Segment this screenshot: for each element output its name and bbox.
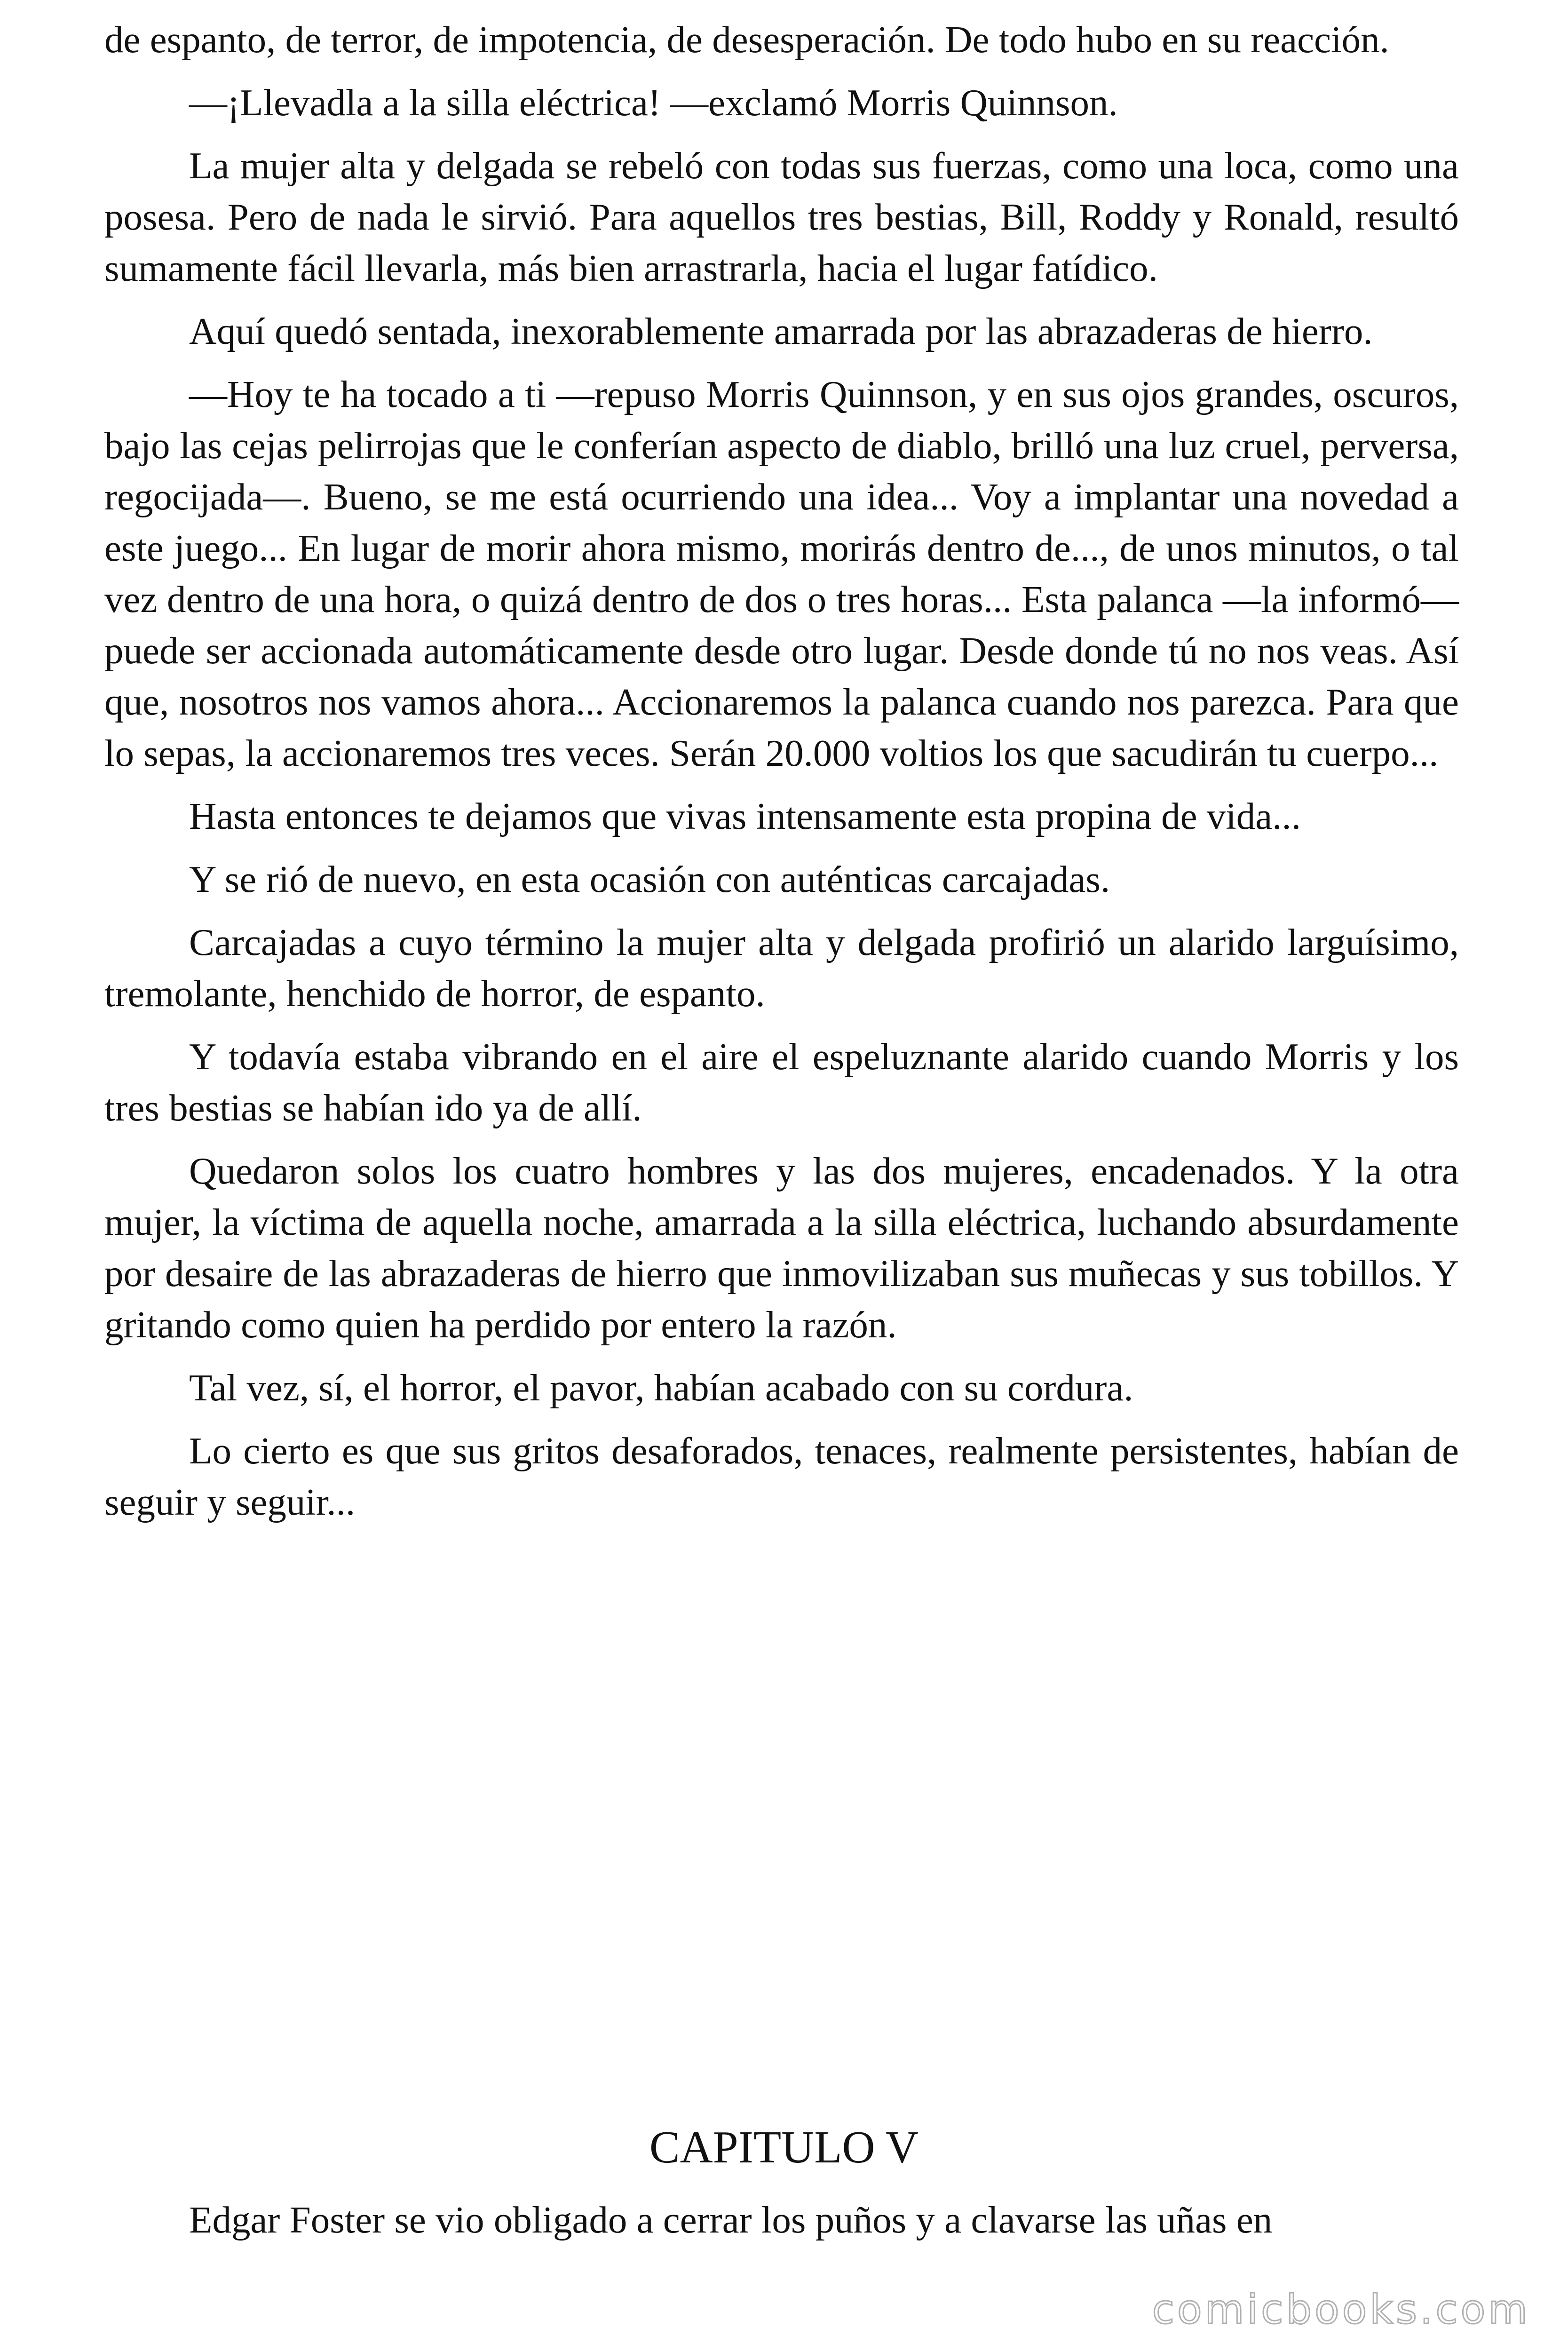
chapter-first-paragraph: Edgar Foster se vio obligado a cerrar los puños y a clavarse las uñas en xyxy=(189,2199,1273,2241)
paragraph-2: —¡Llevadla a la silla eléctrica! —exclamó Morris Quinnson. xyxy=(189,81,1118,124)
paragraph-5: —Hoy te ha tocado a ti —repuso Morris Quinnson, y en sus ojos grandes, oscuros, bajo las cejas pelirrojas que le conferían aspecto de diablo, brilló una luz cruel, perversa, regocijada—. Bueno, se me está ocurriendo una idea... Voy a implantar una novedad a este juego... En lugar de morir ahora mismo, morirás dentro de..., de unos minutos, o tal vez dentro de una hora, o quizá dentro de dos o tres horas... Esta palanca —la informó— puede ser accionada automáticamente desde otro lugar. Desde donde tú no nos veas. Así que, nosotros nos vamos ahora... Accionaremos la palanca cuando nos parezca. Para que lo sepas, la accionaremos tres veces. Serán 20.000 voltios los que sacudirán tu cuerpo... xyxy=(104,373,1459,774)
paragraph-7: Y se rió de nuevo, en esta ocasión con auténticas carcajadas. xyxy=(189,858,1110,900)
paragraph-8: Carcajadas a cuyo término la mujer alta y delgada profirió un alarido larguísimo, tremolante, henchido de horror, de espanto. xyxy=(104,921,1459,1015)
paragraph-1: de espanto, de terror, de impotencia, de desesperación. De todo hubo en su reacción. xyxy=(104,18,1389,61)
watermark-logo: comicbooks.com xyxy=(1152,2286,1530,2333)
chapter-heading: CAPITULO V xyxy=(649,2122,919,2172)
paragraph-11: Tal vez, sí, el horror, el pavor, habían acabado con su cordura. xyxy=(189,1367,1133,1409)
paragraph-4: Aquí quedó sentada, inexorablemente amarrada por las abrazaderas de hierro. xyxy=(189,310,1373,352)
paragraph-12: Lo cierto es que sus gritos desaforados, tenaces, realmente persistentes, habían de seguir y seguir... xyxy=(104,1430,1459,1523)
paragraph-10: Quedaron solos los cuatro hombres y las dos mujeres, encadenados. Y la otra mujer, la víctima de aquella noche, amarrada a la silla eléctrica, luchando absurdamente por desaire de las abrazaderas de hierro que inmovilizaban sus muñecas y sus tobillos. Y gritando como quien ha perdido por entero la razón. xyxy=(104,1150,1459,1346)
paragraph-9: Y todavía estaba vibrando en el aire el espeluznante alarido cuando Morris y los tres bestias se habían ido ya de allí. xyxy=(104,1035,1459,1129)
paragraph-6: Hasta entonces te dejamos que vivas intensamente esta propina de vida... xyxy=(189,795,1301,837)
body-text xyxy=(104,14,1459,1540)
paragraph-3: La mujer alta y delgada se rebeló con todas sus fuerzas, como una loca, como una posesa. Pero de nada le sirvió. Para aquellos tres bestias, Bill, Roddy y Ronald, resultó sumamente fácil llevarla, más bien arrastrarla, hacia el lugar fatídico. xyxy=(104,144,1459,289)
